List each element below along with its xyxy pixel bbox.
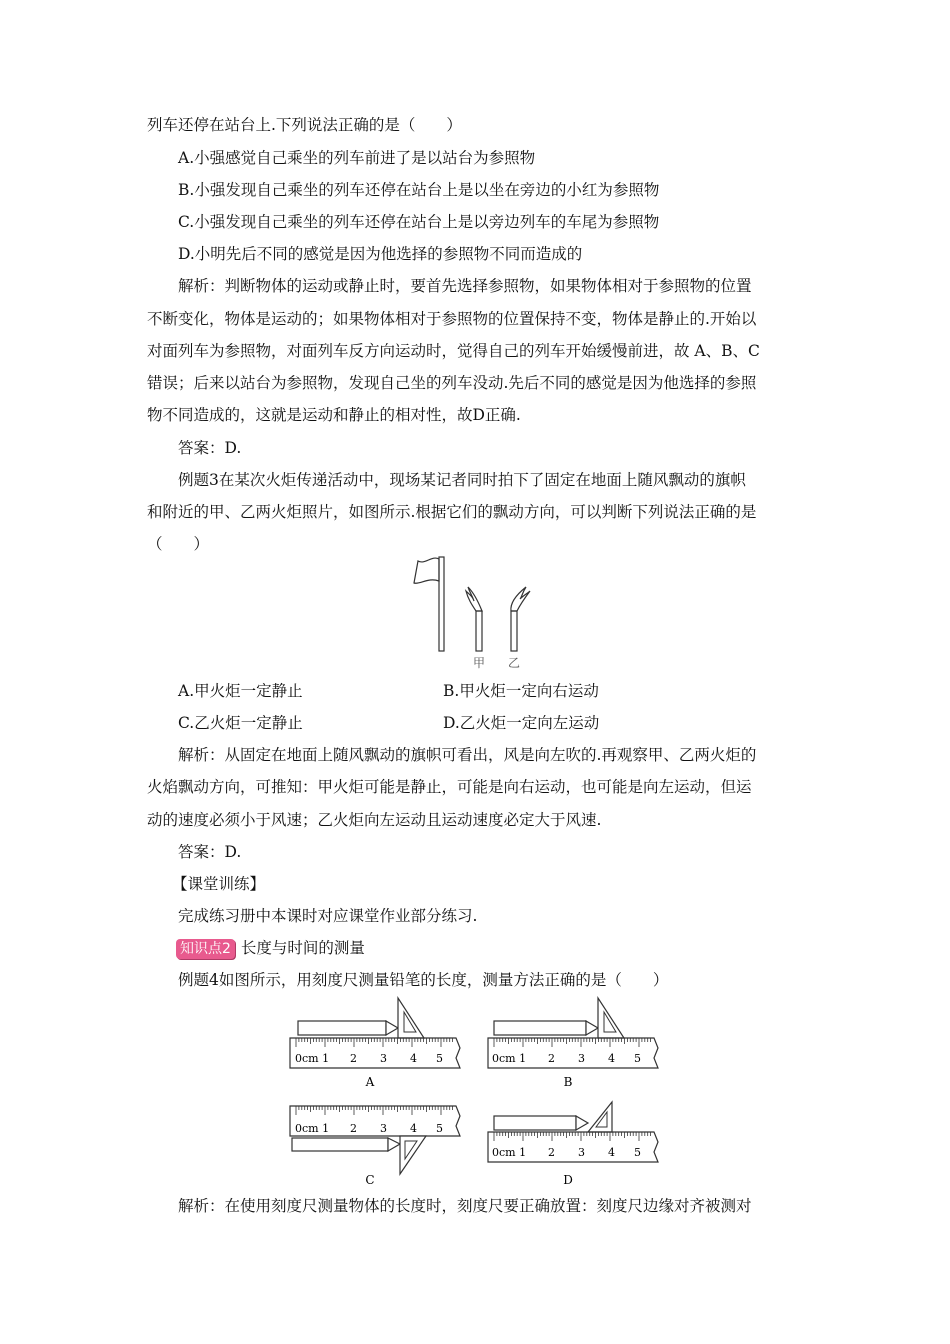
ex2-analysis-line: 解析：判断物体的运动或静止时，要首先选择参照物，如果物体相对于参照物的位置 <box>178 277 752 295</box>
tick-label: 3 <box>380 1052 387 1065</box>
ex3-option-a: A.甲火炬一定静止 <box>178 682 303 700</box>
ex2-answer: 答案：D. <box>178 439 242 457</box>
ex3-question-line: 例题3在某次火炬传递活动中，现场某记者同时拍下了固定在地面上随风飘动的旗帜 <box>178 471 746 489</box>
ex3-option-c: C.乙火炬一定静止 <box>178 714 303 732</box>
ex2-analysis-line: 不断变化，物体是运动的；如果物体相对于参照物的位置保持不变，物体是静止的.开始以 <box>147 310 757 328</box>
tick-label: 0cm 1 <box>295 1122 330 1135</box>
figure-caption-b: B <box>563 1075 573 1089</box>
triangle-ruler-icon <box>400 1136 426 1174</box>
ruler-figure-a <box>286 996 466 1092</box>
tick-label: 4 <box>410 1052 417 1065</box>
tick-label: 3 <box>380 1122 387 1135</box>
ex3-question-line: （ ） <box>147 535 210 553</box>
knowledge-point-title: 长度与时间的测量 <box>240 939 365 957</box>
ex3-answer: 答案：D. <box>178 843 242 861</box>
ruler-figure-c <box>286 1100 466 1190</box>
ex4-analysis: 解析：在使用刻度尺测量物体的长度时，刻度尺要正确放置：刻度尺边缘对齐被测对 <box>178 1197 752 1215</box>
ex2-option-a: A.小强感觉自己乘坐的列车前进了是以站台为参照物 <box>178 149 536 167</box>
ex2-question-tail: 列车还停在站台上.下列说法正确的是（ ） <box>147 116 462 134</box>
figure-caption-c: C <box>365 1173 375 1187</box>
pencil-icon <box>494 1021 586 1035</box>
knowledge-point-badge: 知识点2 <box>176 939 235 959</box>
figure-caption-d: D <box>563 1173 573 1187</box>
pencil-icon <box>298 1021 386 1035</box>
tick-label: 2 <box>548 1146 555 1159</box>
figure-caption-a: A <box>365 1075 375 1089</box>
tick-label: 3 <box>578 1052 585 1065</box>
ex3-option-b: B.甲火炬一定向右运动 <box>443 682 599 700</box>
tick-label: 2 <box>548 1052 555 1065</box>
ex3-analysis-line: 火焰飘动方向，可推知：甲火炬可能是静止，可能是向右运动，也可能是向左运动，但运 <box>147 778 752 796</box>
pencil-icon <box>494 1116 576 1130</box>
ex2-analysis-line: 物不同造成的，这就是运动和静止的相对性，故D正确. <box>147 406 521 424</box>
tick-label: 0cm 1 <box>295 1052 330 1065</box>
pencil-icon <box>292 1138 388 1151</box>
training-title: 【课堂训练】 <box>172 875 266 893</box>
ex3-analysis-line: 解析：从固定在地面上随风飘动的旗帜可看出，风是向左吹的.再观察甲、乙两火炬的 <box>178 746 757 764</box>
ruler-figure-b <box>484 996 664 1092</box>
training-text: 完成练习册中本课时对应课堂作业部分练习. <box>178 907 478 925</box>
torch-jia-icon <box>466 587 482 651</box>
ex2-option-b: B.小强发现自己乘坐的列车还停在站台上是以坐在旁边的小红为参照物 <box>178 181 660 199</box>
label-jia: 甲 <box>472 656 486 670</box>
tick-label: 5 <box>634 1146 641 1159</box>
ex2-analysis-line: 对面列车为参照物，对面列车反方向运动时，觉得自己的列车开始缓慢前进，故 A、B、C <box>147 342 760 360</box>
ex2-option-d: D.小明先后不同的感觉是因为他选择的参照物不同而造成的 <box>178 245 583 263</box>
tick-label: 5 <box>436 1122 443 1135</box>
tick-label: 2 <box>350 1052 357 1065</box>
tick-label: 2 <box>350 1122 357 1135</box>
tick-label: 0cm 1 <box>492 1052 527 1065</box>
tick-label: 4 <box>410 1122 417 1135</box>
torch-yi-icon <box>511 587 530 651</box>
flag-icon <box>414 557 444 651</box>
tick-label: 3 <box>578 1146 585 1159</box>
ex2-option-c: C.小强发现自己乘坐的列车还停在站台上是以旁边列车的车尾为参照物 <box>178 213 660 231</box>
tick-label: 0cm 1 <box>492 1146 527 1159</box>
ex3-option-d: D.乙火炬一定向左运动 <box>443 714 600 732</box>
tick-label: 5 <box>436 1052 443 1065</box>
ex4-question: 例题4如图所示，用刻度尺测量铅笔的长度，测量方法正确的是（ ） <box>178 971 669 989</box>
tick-label: 4 <box>608 1146 615 1159</box>
ex3-analysis-line: 动的速度必须小于风速；乙火炬向左运动且运动速度必定大于风速. <box>147 811 602 829</box>
ruler-figure-d <box>484 1100 664 1190</box>
label-yi: 乙 <box>507 656 521 670</box>
ex3-question-line: 和附近的甲、乙两火炬照片，如图所示.根据它们的飘动方向，可以判断下列说法正确的是 <box>147 503 757 521</box>
tick-label: 5 <box>634 1052 641 1065</box>
flag-torch-figure <box>410 555 550 675</box>
knowledge-point-heading <box>176 938 365 959</box>
ex2-analysis-line: 错误；后来以站台为参照物，发现自己坐的列车没动.先后不同的感觉是因为他选择的参照 <box>147 374 757 392</box>
tick-label: 4 <box>608 1052 615 1065</box>
